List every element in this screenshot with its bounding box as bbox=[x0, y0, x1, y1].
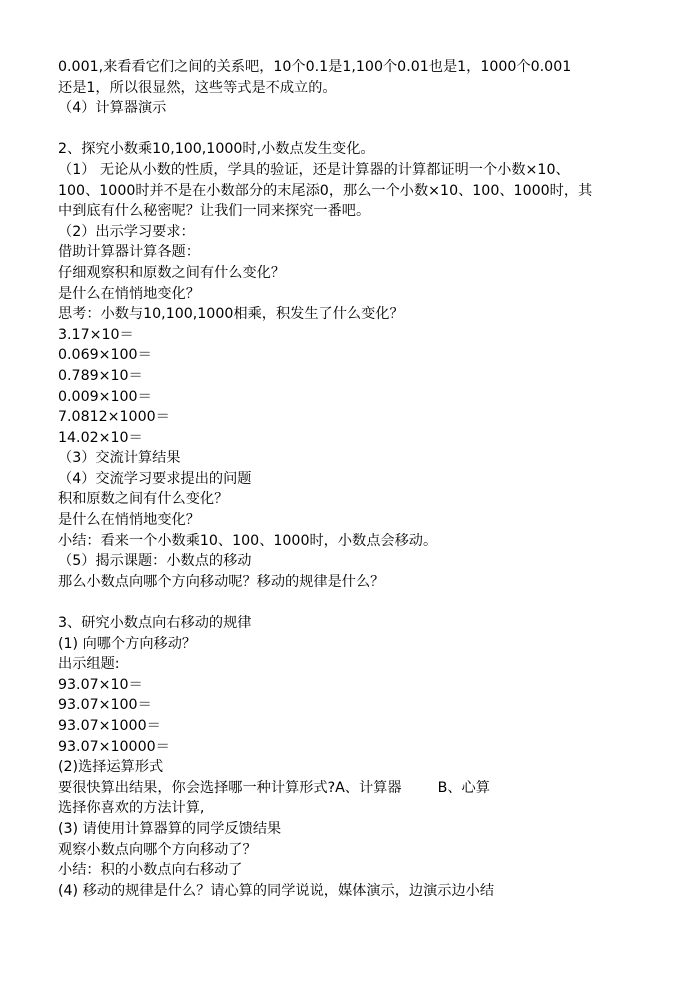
text-line: 思考：小数与10,100,1000相乘，积发生了什么变化？ bbox=[58, 306, 404, 323]
equation-line: 0.789×10＝ bbox=[58, 367, 143, 384]
equation-line: 7.0812×1000＝ bbox=[58, 409, 170, 426]
text-line: （3）交流计算结果 bbox=[58, 450, 181, 467]
text-line: (1) 向哪个方向移动？ bbox=[58, 635, 197, 652]
document-body bbox=[58, 57, 648, 901]
text-line: 100、1000时并不是在小数部分的末尾添0，那么一个小数×10、100、1000时，其 bbox=[58, 182, 593, 199]
text-line: 0.001,来看看它们之间的关系吧，10个0.1是1,100个0.01也是1，1000个0.001 bbox=[58, 59, 572, 75]
equation-line: 93.07×10000＝ bbox=[58, 738, 170, 755]
text-line: 选择你喜欢的方法计算, bbox=[58, 800, 205, 817]
equation-line: 93.07×1000＝ bbox=[58, 718, 161, 734]
equation-line: 0.069×100＝ bbox=[58, 347, 152, 364]
text-line: （4）计算器演示 bbox=[58, 100, 167, 117]
text-line: 仔细观察积和原数之间有什么变化？ bbox=[58, 264, 286, 281]
text-line: 是什么在悄悄地变化？ bbox=[58, 285, 200, 302]
section-heading: 2、探究小数乘10,100,1000时,小数点发生变化。 bbox=[58, 141, 375, 158]
text-line: 还是1，所以很显然，这些等式是不成立的。 bbox=[58, 79, 337, 96]
text-line: 那么小数点向哪个方向移动呢？移动的规律是什么？ bbox=[58, 573, 385, 590]
text-line: 是什么在悄悄地变化？ bbox=[58, 512, 200, 529]
text-line: (3) 请使用计算器算的同学反馈结果 bbox=[58, 820, 282, 837]
text-line: 要很快算出结果，你会选择哪一种计算形式?A、计算器 B、心算 bbox=[58, 779, 490, 796]
text-line: (2)选择运算形式 bbox=[58, 759, 164, 776]
section-heading: 3、研究小数点向右移动的规律 bbox=[58, 615, 252, 632]
text-line: 观察小数点向哪个方向移动了？ bbox=[58, 841, 257, 858]
text-line: 积和原数之间有什么变化？ bbox=[58, 491, 229, 508]
equation-line: 14.02×10＝ bbox=[58, 429, 143, 446]
text-line: （4）交流学习要求提出的问题 bbox=[58, 470, 252, 487]
text-line: 中到底有什么秘密呢？让我们一同来探究一番吧。 bbox=[58, 203, 371, 220]
blank-line bbox=[58, 592, 648, 613]
text-line: （1） 无论从小数的性质，学具的验证，还是计算器的计算都证明一个小数×10、 bbox=[58, 161, 570, 178]
equation-line: 93.07×10＝ bbox=[58, 676, 143, 693]
text-line: 小结：看来一个小数乘10、100、1000时，小数点会移动。 bbox=[58, 532, 438, 549]
text-line: 出示组题: bbox=[58, 656, 120, 673]
text-line: 借助计算器计算各题： bbox=[58, 244, 200, 261]
equation-line: 93.07×100＝ bbox=[58, 697, 152, 714]
text-line: （2）出示学习要求： bbox=[58, 223, 195, 240]
blank-line bbox=[58, 119, 648, 140]
text-line: 小结：积的小数点向右移动了 bbox=[58, 862, 243, 879]
equation-line: 0.009×100＝ bbox=[58, 388, 152, 405]
text-line: （5）揭示课题：小数点的移动 bbox=[58, 553, 252, 570]
text-line: (4) 移动的规律是什么？请心算的同学说说，媒体演示，边演示边小结 bbox=[58, 882, 495, 899]
equation-line: 3.17×10＝ bbox=[58, 326, 134, 343]
